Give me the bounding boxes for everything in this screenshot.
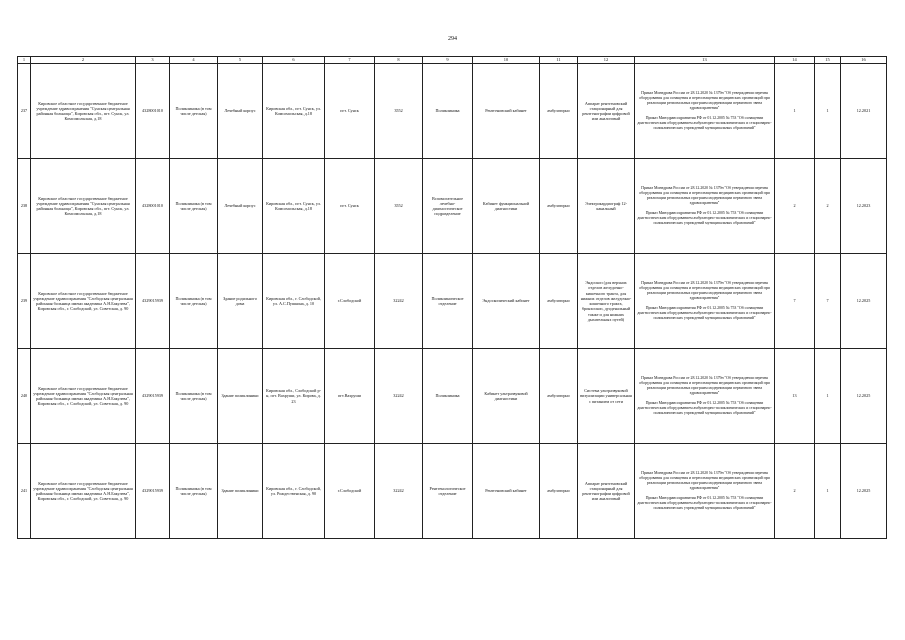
code-cell: 32242 (375, 349, 423, 444)
code-cell: 3552 (375, 64, 423, 159)
column-number: 6 (263, 57, 325, 64)
legal-basis-primary: Приказ Минздрава России от 28.12.2020 № 1379н "Об утверждении перечня оборудования для оснащения и переоснащения медицинских организаций при реализации региональных программ модернизации первичного звена здравоохранения" (639, 375, 770, 395)
legal-basis-secondary: Приказ Минздравсоцразвития РФ от 01.12.2005 № 753 "Об оснащении диагностическим оборудованием амбулаторно-поликлинических и стационарно-поликлинических учреждений муниципальных образований" (637, 496, 772, 511)
table-row (18, 64, 887, 159)
quantity-cell: 2 (775, 444, 815, 539)
address-cell: Кировская обл., г. Слободской, ул. Рождественская, д. 90 (263, 444, 325, 539)
legal-basis-secondary: Приказ Минздравсоцразвития РФ от 01.12.2005 № 753 "Об оснащении диагностическим оборудованием амбулаторно-поликлинических и стационарно-поликлинических учреждений муниципальных образований" (637, 116, 772, 131)
term-cell: 12.2025 (841, 349, 887, 444)
column-number: 3 (136, 57, 170, 64)
organization-cell: Кировское областное государственное бюджетное учреждение здравоохранения "Слободская центральная районная больница имени академика А.Н.Бакулева", Кировская обл., г. Слободской, ул. Советская, д. 90 (31, 254, 136, 349)
equipment-cell: Система ультразвуковой визуализации универсальная с питанием от сети (578, 349, 635, 444)
code-cell: 32242 (375, 254, 423, 349)
column-number: 14 (775, 57, 815, 64)
equipment-cell: Эндоскоп (для верхних отделов желудочно-кишечного тракта, для нижних отделов желудочно-кишечного тракта, бронхоскоп, дуоденальный также и для нижних дыхательных путей) (578, 254, 635, 349)
inn-cell: 4328001010 (136, 159, 170, 254)
address-cell: Кировская обл., пгт. Сунск, ул. Комсомольская, д.18 (263, 159, 325, 254)
table-row (18, 159, 887, 254)
unit-type-cell: Поликлиника (в том числе детская) (170, 254, 218, 349)
unit-type-cell: Поликлиника (в том числе детская) (170, 444, 218, 539)
department-cell: Рентгенологическое отделение (423, 444, 473, 539)
column-number: 12 (578, 57, 635, 64)
care-type-cell: амбулаторно (540, 349, 578, 444)
room-cell: Эндоскопический кабинет (473, 254, 540, 349)
organization-cell: Кировское областное государственное бюджетное учреждение здравоохранения "Слободская центральная районная больница имени академика А.Н.Бакулева", Кировская обл., г. Слободской, ул. Советская, д. 90 (31, 444, 136, 539)
column-number: 1 (18, 57, 31, 64)
building-cell: Здание поликлиники (218, 444, 263, 539)
legal-basis-secondary: Приказ Минздравсоцразвития РФ от 01.12.2005 № 753 "Об оснащении диагностическим оборудованием амбулаторно-поликлинических и стационарно-поликлинических учреждений муниципальных образований" (637, 306, 772, 321)
term-cell: 12.2023 (841, 159, 887, 254)
column-number: 4 (170, 57, 218, 64)
row-number: 238 (18, 159, 31, 254)
room-cell: Кабинет функциональной диагностики (473, 159, 540, 254)
column-number: 15 (815, 57, 841, 64)
quantity-cell: 1 (815, 444, 841, 539)
quantity-cell: 2 (775, 159, 815, 254)
legal-basis-secondary: Приказ Минздравсоцразвития РФ от 01.12.2005 № 753 "Об оснащении диагностическим оборудованием амбулаторно-поликлинических и стационарно-поликлинических учреждений муниципальных образований" (637, 211, 772, 226)
quantity-cell: 7 (775, 254, 815, 349)
equipment-cell: Электрокардиограф 12-канальный (578, 159, 635, 254)
settlement-cell: г.Слободской (325, 254, 375, 349)
column-number: 2 (31, 57, 136, 64)
column-number: 9 (423, 57, 473, 64)
legal-basis-cell (635, 64, 775, 159)
column-number: 16 (841, 57, 887, 64)
care-type-cell: амбулаторно (540, 64, 578, 159)
building-cell: Лечебный корпус (218, 159, 263, 254)
unit-type-cell: Поликлиника (в том числе детская) (170, 159, 218, 254)
quantity-cell: 1 (815, 64, 841, 159)
unit-type-cell: Поликлиника (в том числе детская) (170, 349, 218, 444)
row-number: 240 (18, 349, 31, 444)
quantity-cell: 1 (775, 64, 815, 159)
equipment-table (17, 56, 887, 539)
column-number: 13 (635, 57, 775, 64)
address-cell: Кировская обл., Слободской р-н, пгт. Вахруши, ул. Кирова, д. 23 (263, 349, 325, 444)
legal-basis-cell (635, 159, 775, 254)
row-number: 239 (18, 254, 31, 349)
room-cell: Кабинет ультразвуковой диагностики (473, 349, 540, 444)
settlement-cell: г.Слободской (325, 444, 375, 539)
inn-cell: 4329015939 (136, 349, 170, 444)
quantity-cell: 1 (815, 349, 841, 444)
department-cell: Поликлиника (423, 64, 473, 159)
quantity-cell: 2 (815, 159, 841, 254)
term-cell: 12.2025 (841, 254, 887, 349)
legal-basis-primary: Приказ Минздрава России от 28.12.2020 № 1379н "Об утверждении перечня оборудования для оснащения и переоснащения медицинских организаций при реализации региональных программ модернизации первичного звена здравоохранения" (639, 470, 770, 490)
room-cell: Рентгеновский кабинет (473, 444, 540, 539)
legal-basis-secondary: Приказ Минздравсоцразвития РФ от 01.12.2005 № 753 "Об оснащении диагностическим оборудованием амбулаторно-поликлинических и стационарно-поликлинических учреждений муниципальных образований" (637, 401, 772, 416)
department-cell: Поликлиническое отделение (423, 254, 473, 349)
department-cell: Вспомогательное лечебно-диагностическое подразделение (423, 159, 473, 254)
legal-basis-cell (635, 444, 775, 539)
legal-basis-primary: Приказ Минздрава России от 28.12.2020 № 1379н "Об утверждении перечня оборудования для оснащения и переоснащения медицинских организаций при реализации региональных программ модернизации первичного звена здравоохранения" (639, 185, 770, 205)
quantity-cell: 13 (775, 349, 815, 444)
care-type-cell: амбулаторно (540, 159, 578, 254)
code-cell: 32242 (375, 444, 423, 539)
care-type-cell: амбулаторно (540, 444, 578, 539)
legal-basis-primary: Приказ Минздрава России от 28.12.2020 № 1379н "Об утверждении перечня оборудования для оснащения и переоснащения медицинских организаций при реализации региональных программ модернизации первичного звена здравоохранения" (639, 280, 770, 300)
building-cell: Здание поликлиники (218, 349, 263, 444)
column-number: 5 (218, 57, 263, 64)
address-cell: Кировская обл., пгт. Сунск, ул. Комсомольская, д.18 (263, 64, 325, 159)
settlement-cell: пгт. Сунск (325, 159, 375, 254)
quantity-cell: 7 (815, 254, 841, 349)
inn-cell: 4329015939 (136, 444, 170, 539)
settlement-cell: пгт.Вахруши (325, 349, 375, 444)
column-number: 8 (375, 57, 423, 64)
equipment-cell: Аппарат рентгеновский стационарный для рентгенографии цифровой или аналоговый (578, 64, 635, 159)
organization-cell: Кировское областное государственное бюджетное учреждение здравоохранения "Сунская центральная районная больница", Кировская обл., пгт. Сунск, ул. Комсомольская, д.18 (31, 159, 136, 254)
row-number: 241 (18, 444, 31, 539)
term-cell: 12.2021 (841, 64, 887, 159)
inn-cell: 4329015939 (136, 254, 170, 349)
term-cell: 12.2025 (841, 444, 887, 539)
care-type-cell: амбулаторно (540, 254, 578, 349)
column-number: 11 (540, 57, 578, 64)
department-cell: Поликлиника (423, 349, 473, 444)
column-number: 7 (325, 57, 375, 64)
table-row (18, 444, 887, 539)
settlement-cell: пгт. Сунск (325, 64, 375, 159)
organization-cell: Кировское областное государственное бюджетное учреждение здравоохранения "Слободская центральная районная больница имени академика А.Н.Бакулева", Кировская обл., г. Слободской, ул. Советская, д. 90 (31, 349, 136, 444)
legal-basis-cell (635, 254, 775, 349)
organization-cell: Кировское областное государственное бюджетное учреждение здравоохранения "Сунская центральная районная больница", Кировская обл., пгт. Сунск, ул. Комсомольская, д.18 (31, 64, 136, 159)
legal-basis-cell (635, 349, 775, 444)
table-row (18, 254, 887, 349)
legal-basis-primary: Приказ Минздрава России от 28.12.2020 № 1379н "Об утверждении перечня оборудования для оснащения и переоснащения медицинских организаций при реализации региональных программ модернизации первичного звена здравоохранения" (639, 90, 770, 110)
column-number: 10 (473, 57, 540, 64)
building-cell: Здание родильного дома (218, 254, 263, 349)
page-number: 294 (448, 36, 457, 42)
address-cell: Кировская обл., г. Слободской, ул. А.С.Пушкина, д. 10 (263, 254, 325, 349)
column-number-row (18, 57, 887, 64)
unit-type-cell: Поликлиника (в том числе детская) (170, 64, 218, 159)
equipment-cell: Аппарат рентгеновский стационарный для рентгенографии цифровой или аналоговый (578, 444, 635, 539)
inn-cell: 4328001010 (136, 64, 170, 159)
code-cell: 3552 (375, 159, 423, 254)
row-number: 237 (18, 64, 31, 159)
table-row (18, 349, 887, 444)
room-cell: Рентгеновский кабинет (473, 64, 540, 159)
building-cell: Лечебный корпус (218, 64, 263, 159)
